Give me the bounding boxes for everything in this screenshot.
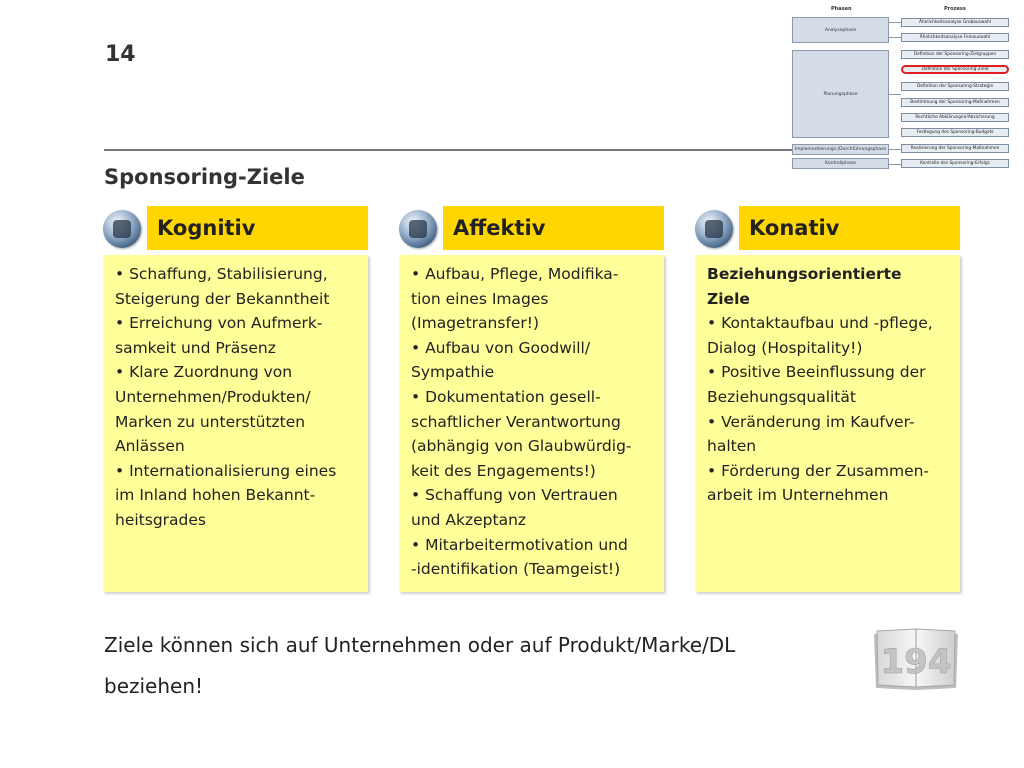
step-ziele-highlighted: Definition der Sponsoring-Ziele [901,65,1009,74]
book-page-number: 194 [880,642,952,682]
column-label: Konativ [739,206,960,250]
list-line: schaftlicher Verantwortung [411,412,621,431]
list-line: und Akzeptanz [411,510,527,529]
list-line: • Erreichung von Aufmerk- [115,314,323,333]
phase-control: Kontrollphase [792,158,889,169]
step-zielgruppen: Definition der Sponsoring-Zielgruppen [901,50,1009,59]
footer-line: beziehen! [104,674,204,698]
column-header [695,205,962,251]
diagram-connector [889,149,901,150]
list-line: im Inland hohen Bekannt- [115,486,316,505]
list-line: • Positive Beeinflussung der [707,363,926,382]
people-icon [695,210,733,248]
page-number: 14 [105,42,136,67]
list-heading: Beziehungsorientierte [707,265,902,283]
list-line: • Klare Zuordnung von [115,363,293,382]
list-line: heitsgrades [115,510,206,529]
column-body [399,255,664,592]
step-kontrolle: Kontrolle des Sponsoring-Erfolgs [901,159,1009,168]
list-line: • Kontaktaufbau und -pflege, [707,314,933,333]
phase-planning: Planungsphase [792,50,889,138]
column-header [103,205,370,251]
list-line: Dialog (Hospitality!) [707,338,863,357]
brain-icon [103,210,141,248]
list-line: Marken zu unterstützten [115,412,306,431]
diagram-connector [889,94,901,95]
phase-analysis: Analysephase [792,17,889,43]
step-grobauswahl: Ähnlichkeitsanalyse Grobauswahl [901,18,1009,27]
list-line: (abhängig von Glaubwürdig- [411,437,632,456]
column-body [695,255,960,592]
step-realisierung: Realisierung der Sponsoring-Maßnahmen [901,144,1009,153]
step-budget: Festlegung des Sponsoring-Budgets [901,128,1009,137]
title-rule [104,149,794,151]
list-line: • Dokumentation gesell- [411,387,601,406]
list-line: -identifikation (Teamgeist!) [411,560,621,579]
list-line: Beziehungsqualität [707,387,856,406]
list-line: keit des Engagements!) [411,461,596,480]
list-line: • Veränderung im Kaufver- [707,412,915,431]
step-feinauswahl: Ähnlichkeitsanalyse Feinauswahl [901,33,1009,42]
diagram-connector [889,37,901,38]
list-line: • Internationalisierung eines [115,461,337,480]
list-line: • Mitarbeitermotivation und [411,535,628,554]
list-line: Unternehmen/Produkten/ [115,387,311,406]
heart-icon [399,210,437,248]
column-label: Kognitiv [147,206,368,250]
book-icon [872,628,960,692]
step-rechtliches: Rechtliche Abklärungen/Absicherung [901,113,1009,122]
list-line: • Schaffung von Vertrauen [411,486,618,505]
list-line: Sympathie [411,363,495,382]
list-line: tion eines Images [411,289,549,308]
list-line: • Schaffung, Stabilisierung, [115,265,328,283]
column-header [399,205,666,251]
diagram-header-phases: Phasen [831,6,852,12]
list-line: • Förderung der Zusammen- [707,461,930,480]
column-label: Affektiv [443,206,664,250]
list-line: samkeit und Präsenz [115,338,276,357]
list-line: Anlässen [115,437,185,456]
list-line: • Aufbau, Pflege, Modifika- [411,265,619,283]
diagram-header-process: Prozess [944,6,966,12]
diagram-connector [889,164,901,165]
list-line: • Aufbau von Goodwill/ [411,338,591,357]
list-heading: Ziele [707,289,750,308]
column-body [103,255,368,592]
list-line: arbeit im Unternehmen [707,486,889,505]
list-line: (Imagetransfer!) [411,314,540,333]
footer-line: Ziele können sich auf Unternehmen oder auf Produkt/Marke/DL [104,633,736,657]
step-strategie: Definition der Sponsoring-Strategie [901,82,1009,91]
slide-title: Sponsoring-Ziele [104,165,305,189]
step-massnahmen: Bestimmung der Sponsoring-Maßnahmen [901,98,1009,107]
diagram-connector [889,22,901,23]
process-diagram [788,2,1018,174]
list-line: Steigerung der Bekanntheit [115,289,330,308]
list-line: halten [707,437,757,456]
footer-note [104,625,864,707]
phase-implementation: Implementierungs-/Durchführungsphase [792,144,889,155]
